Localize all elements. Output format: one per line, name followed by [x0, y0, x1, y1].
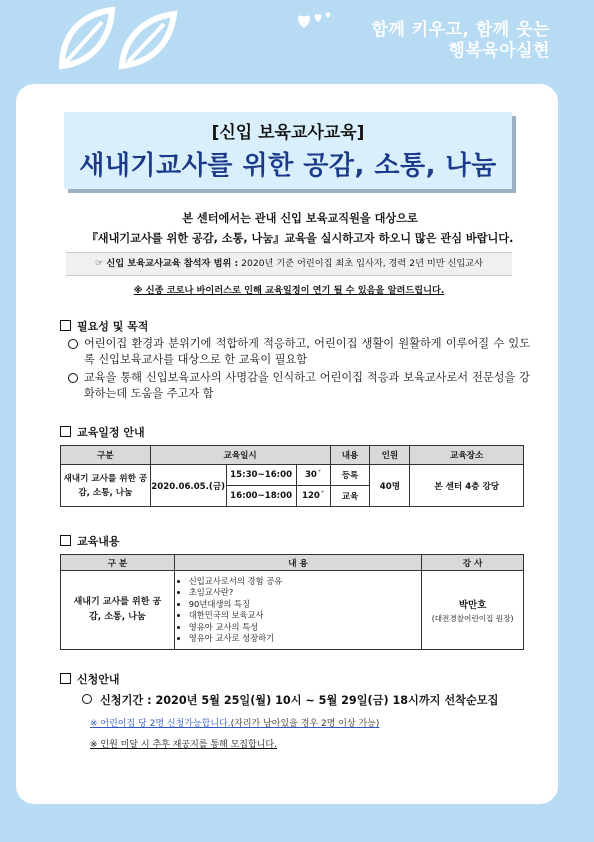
- lecturer-org: (대전경찰어린이집 원장): [431, 613, 514, 623]
- list-item: • 신입교사로서의 경험 공유: [189, 576, 421, 588]
- lecturer: [422, 571, 524, 650]
- header-place: 교육장소: [410, 446, 524, 465]
- schedule-time: 15:30~16:00: [226, 465, 296, 486]
- schedule-date: 2020.06.05.(금): [150, 465, 226, 507]
- section-apply-title: 신청안내: [60, 671, 120, 687]
- purpose-bullet: 교육을 통해 신입보육교사의 사명감을 인식하고 어린이집 적응과 보육교사로서 전문성을 강화하는데 도움을 주고자 함: [68, 370, 530, 402]
- title-sub: [신입 보육교사교육]: [211, 123, 365, 143]
- slogan-line2: 행복육아실현: [448, 41, 550, 61]
- scope-label: ☞ 신입 보육교사교육 참석자 범위 :: [94, 258, 239, 269]
- header-category: 구분: [61, 446, 151, 465]
- section-purpose-title: 필요성 및 목적: [60, 318, 148, 334]
- purpose-bullet: 어린이집 환경과 분위기에 적합하게 적응하고, 어린이집 생활이 원활하게 이루어질 수 있도록 신입보육교사를 대상으로 한 교육이 필요함: [68, 336, 530, 368]
- intro-line1: 본 센터에서는 관내 신입 보육교직원을 대상으로: [182, 212, 418, 225]
- participant-scope: [66, 252, 512, 276]
- checkbox-square-icon: [60, 673, 71, 684]
- circle-bullet-icon: [68, 339, 78, 349]
- schedule-category: 새내기 교사를 위한 공감, 소통, 나눔: [61, 465, 151, 507]
- slogan: [371, 20, 550, 62]
- title-box: [64, 112, 512, 189]
- section-content-title: 교육내용: [60, 533, 120, 549]
- content-category: 새내기 교사를 위한 공감, 소통, 나눔: [61, 571, 175, 650]
- circle-bullet-icon: [82, 694, 92, 704]
- list-item: • 초임교사란?: [189, 587, 421, 599]
- scope-value: 2020년 기준 어린이집 최초 입사자, 경력 2년 미만 신입교사: [241, 258, 484, 269]
- schedule-content: 교육: [330, 486, 370, 507]
- note-recruit: ※ 인원 미달 시 추후 재공지를 통해 모집합니다.: [90, 740, 277, 750]
- apply-period: 신청기간 : 2020년 5월 25일(월) 10시 ~ 5월 29일(금) 18시까지 선착순모집: [82, 692, 498, 708]
- header-lecturer: 강 사: [422, 555, 524, 571]
- checkbox-square-icon: [60, 535, 71, 546]
- header-content: 내용: [330, 446, 370, 465]
- header-datetime: 교육일시: [150, 446, 330, 465]
- header-content: 내 용: [174, 555, 421, 571]
- schedule-table: [60, 445, 524, 507]
- intro-line2: 『새내기교사를 위한 공감, 소통, 나눔』교육을 실시하고자 하오니 많은 관심 바랍니다.: [86, 232, 514, 245]
- slogan-line1: 함께 키우고, 함께 웃는: [371, 20, 550, 40]
- hearts-icon: [296, 8, 336, 32]
- leaf-icon: [52, 4, 182, 74]
- list-item: • 90년대생의 특징: [189, 599, 421, 611]
- schedule-minutes: 120´: [296, 486, 330, 507]
- circle-bullet-icon: [68, 373, 78, 383]
- checkbox-square-icon: [60, 320, 71, 331]
- list-item: • 대한민국의 보육교사: [189, 610, 421, 622]
- notice: ※ 신종 코로나 바이러스로 인해 교육일정이 연기 될 수 있음을 알려드립니다.: [133, 285, 445, 296]
- schedule-place: 본 센터 4층 강당: [410, 465, 524, 507]
- note-quota: [90, 716, 379, 729]
- checkbox-square-icon: [60, 426, 71, 437]
- page-title: 새내기교사를 위한 공감, 소통, 나눔: [79, 151, 497, 181]
- content-items: [174, 571, 421, 650]
- content-table: [60, 554, 524, 650]
- section-schedule-title: 교육일정 안내: [60, 424, 145, 440]
- lecturer-name: 박만호: [458, 599, 487, 611]
- schedule-people: 40명: [370, 465, 410, 507]
- schedule-time: 16:00~18:00: [226, 486, 296, 507]
- list-item: • 영유아 교사의 특성: [189, 622, 421, 634]
- list-item: • 영유아 교사로 성장하기: [189, 633, 421, 645]
- note-quota-highlight: ※ 어린이집 당 2명 신청가능합니다.: [90, 719, 231, 729]
- header-category: 구 분: [61, 555, 175, 571]
- schedule-content: 등록: [330, 465, 370, 486]
- header-people: 인원: [370, 446, 410, 465]
- note-quota-rest: (자리가 남아있을 경우 2명 이상 가능): [230, 719, 380, 729]
- schedule-minutes: 30´: [296, 465, 330, 486]
